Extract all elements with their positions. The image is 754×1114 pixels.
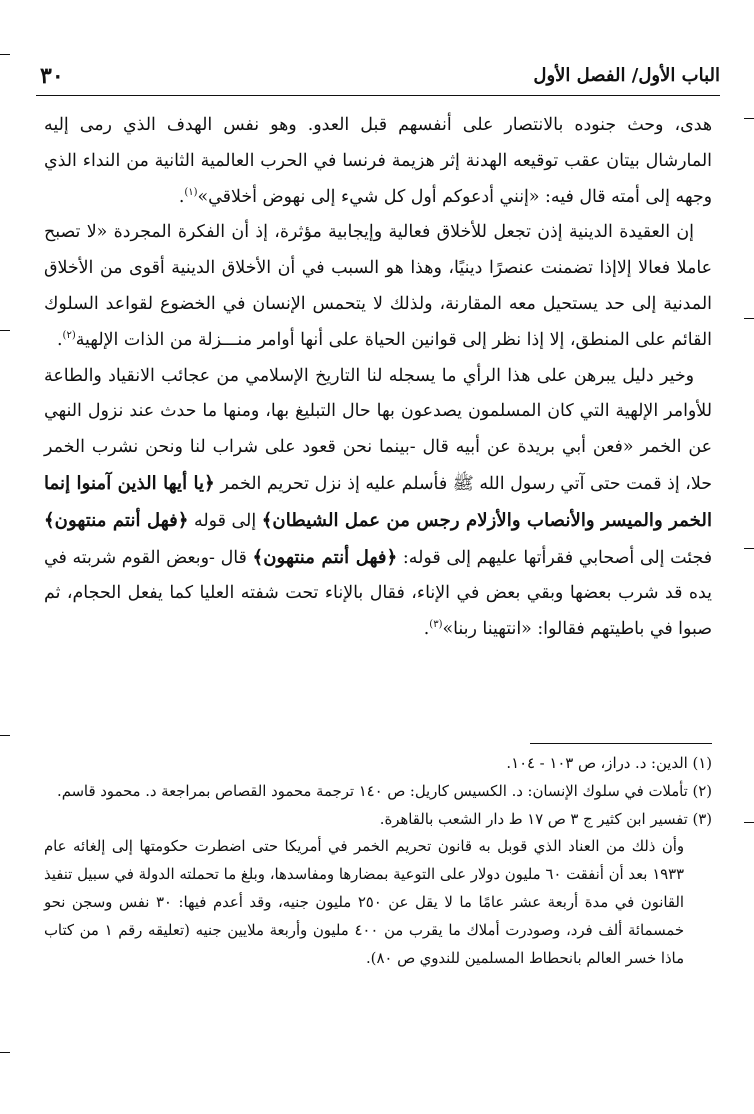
margin-tick [0, 54, 10, 55]
paragraph-2 [44, 215, 712, 358]
paragraph-text: إلى قوله [188, 510, 262, 531]
quran-verse: ﴿فهل أنتم منتهون﴾ [44, 509, 189, 531]
paragraph-text: قال -وبعض القوم شربته في يده قد شرب بعضها وبقي بعض في الإناء، فقال بالإناء تحت شفته العليا كما يفعل الحجام، ثم صبوا في باطيتهم فقالوا: «انتهينا ربنا» [44, 547, 712, 640]
quran-verse: ﴿فهل أنتم منتهون﴾ [252, 546, 398, 568]
chapter-title: الباب الأول/ الفصل الأول [533, 65, 720, 86]
footnote-ref: (١) [184, 186, 198, 198]
margin-tick [744, 548, 754, 549]
footnote-ref: (٣) [429, 619, 443, 631]
paragraph-1 [44, 108, 712, 215]
footnote-text: الدين: د. دراز، ص ١٠٣ - ١٠٤. [506, 755, 688, 772]
header-divider [36, 95, 720, 96]
paragraph-text: فجئت إلى أصحابي فقرأتها عليهم إلى قوله: [397, 547, 713, 568]
page-number: ٣٠ [40, 63, 64, 89]
footnote-number: (٢) [692, 782, 712, 800]
margin-tick [0, 735, 10, 736]
paragraph-text: هدى، وحث جنوده بالانتصار على أنفسهم قبل العدو. وهو نفس الهدف الذي رمى إليه المارشال بيتان عقب توقيعه الهدنة إثر هزيمة فرنسا في الحرب العالمية الثانية من النداء الذي وجهه إلى أمته قال فيه: «إنني أدعوكم أول كل شيء إلى نهوض أخلاقي» [44, 115, 712, 207]
paragraph-text: وخير دليل يبرهن على هذا الرأي ما يسجله لنا التاريخ الإسلامي من عجائب الانقياد والطاعة للأوامر الإلهية التي كان المسلمون يصدعون بها حال التبليغ بها، ومنها ما حدث عند نزول النهي عن الخمر «فعن أبي بريدة عن أبيه قال -بينما نحن قعود على شراب لنا ونحن نشرب الخمر حلا، إذ قمت حتى آتي رسول الله ﷺ فأسلم عليه إذ نزل تحريم الخمر [44, 365, 712, 494]
paragraph-text: إن العقيدة الدينية إذن تجعل للأخلاق فعالية وإيجابية مؤثرة، إذ أن الفكرة المجردة «لا تصبح عاملا فعالا إلاإذا تضمنت عنصرًا دينيًا، وهذا هو السبب في أن الأخلاق الدينية أقوى من الأخلاق المدنية إلى حد يستحيل معه المقارنة، ولذلك لا يتحمس الإنسان في الخضوع لقواعد السلوك القائم على المنطق، إلا إذا نظر إلى قوانين الحياة على أنها أوامر منـــزلة من الذات الإلهية [44, 222, 712, 350]
footnote-text: تفسير ابن كثير ج ٣ ص ١٧ ط دار الشعب بالقاهرة. [379, 810, 688, 828]
footnote-divider [530, 743, 712, 744]
margin-tick [0, 330, 10, 331]
footnote-text: تأملات في سلوك الإنسان: د. الكسيس كاريل: ص ١٤٠ ترجمة محمود القصاص بمراجعة د. محمود قاسم. [56, 782, 688, 800]
margin-tick [744, 822, 754, 823]
main-text [44, 108, 712, 648]
running-header [36, 62, 720, 96]
footnote-number: (٣) [692, 810, 712, 828]
paragraph-tail: . [178, 186, 185, 207]
paragraph-tail: . [57, 329, 63, 350]
footnote-1 [44, 750, 712, 778]
margin-tick [0, 1052, 10, 1053]
footnote-2 [44, 778, 712, 806]
margin-tick [744, 118, 754, 119]
footnote-ref: (٢) [62, 329, 76, 341]
paragraph-3 [44, 359, 712, 648]
footnote-3-continuation: وأن ذلك من العناد الذي قوبل به قانون تحريم الخمر في أمريكا حتى اضطرت حكومتها إلى إلغائه عام ١٩٣٣ بعد أن أنفقت ٦٠ مليون دولار على التوعية بمضارها ومفاسدها، وبلغ ما تحملته الدولة في سبيل تنفيذ القانون في مدة أربعة عشر عامًا ما لا يقل عن ٢٥٠ مليون جنيه، وقد أعدم فيها: ٣٠ نفس وسجن نحو خمسمائة ألف فرد، وصودرت أملاك ما يقرب من ٤٠٠ مليون وأربعة ملايين جنيه (تعليقه رقم ١ من كتاب ماذا خسر العالم بانحطاط المسلمين للندوي ص ٨٠). [44, 838, 684, 967]
footnote-3 [44, 806, 712, 834]
book-page [36, 0, 720, 1114]
quran-verse: ﴿يا أيها الذين آمنوا إنما الخمر والميسر والأنصاب والأزلام رجس من عمل الشيطان﴾ [44, 472, 712, 531]
footnote-number: (١) [692, 755, 712, 772]
paragraph-tail: . [423, 619, 430, 640]
margin-tick [744, 318, 754, 319]
footnotes [44, 750, 712, 972]
